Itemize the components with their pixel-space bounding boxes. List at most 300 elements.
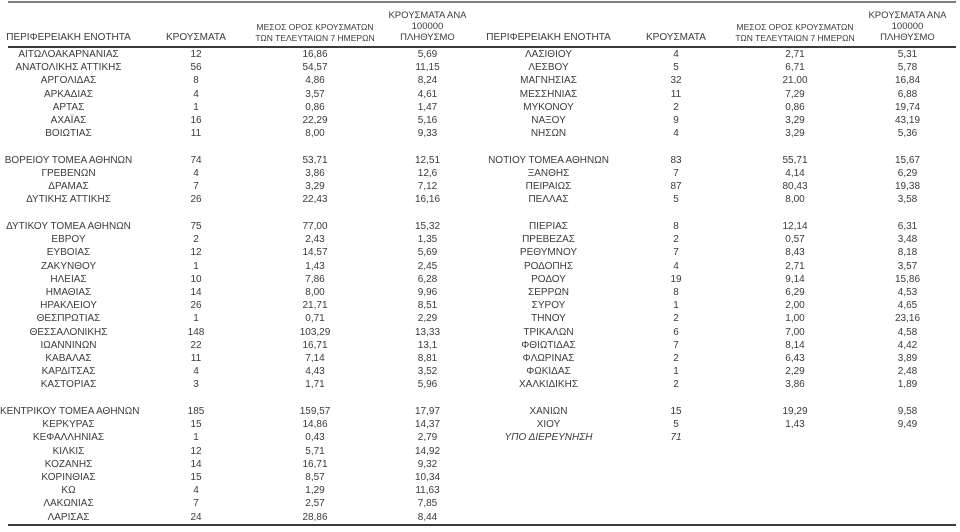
avg7-cell: 2,71 (785, 49, 805, 60)
region-cell: ΤΗΝΟΥ (531, 313, 566, 325)
table-row (480, 273, 960, 286)
per100k-cell: 6,88 (897, 88, 918, 100)
cases-cell: 148 (187, 326, 205, 338)
cases-cell: 1 (193, 101, 199, 113)
header-per100k (375, 10, 480, 45)
per100k-cell: 9,58 (897, 405, 918, 417)
table-row (0, 352, 480, 365)
per100k-cell: 8,81 (417, 353, 438, 365)
header-cases (617, 32, 735, 45)
region-cell: ΖΑΚΥΝΘΟΥ (40, 260, 97, 272)
per100k-cell: 2,48 (897, 366, 918, 378)
per100k-cell: 14,37 (414, 419, 441, 431)
table-row (0, 114, 480, 127)
per100k-cell (855, 431, 960, 444)
avg7-cell: 159,57 (299, 405, 331, 417)
avg7-cell: 22,43 (302, 194, 328, 206)
per100k-cell: 7,85 (417, 498, 438, 510)
avg7-cell: 4,14 (785, 167, 805, 179)
table-row (480, 114, 960, 127)
avg7-cell: 3,57 (305, 88, 325, 100)
table-row (0, 127, 480, 140)
avg7-cell: 3,86 (305, 167, 325, 179)
per100k-cell: 2,79 (417, 432, 438, 444)
avg7-cell: 8,00 (305, 286, 325, 298)
region-cell: ΗΜΑΘΙΑΣ (45, 286, 92, 298)
avg7-cell: 7,14 (305, 353, 325, 365)
region-cell: ΗΡΑΚΛΕΙΟΥ (40, 300, 97, 312)
table-row (0, 88, 480, 101)
per100k-cell: 12,6 (417, 167, 438, 179)
cases-cell: 5 (673, 62, 679, 74)
table-row (0, 431, 480, 444)
bottom-rule (8, 524, 956, 526)
avg7-cell: 8,14 (785, 339, 805, 351)
table-spacer-row (0, 207, 480, 220)
region-cell: ΚΕΡΚΥΡΑΣ (42, 419, 95, 431)
cases-cell: 6 (673, 326, 679, 338)
cases-cell: 5 (673, 419, 679, 431)
table-row (0, 220, 480, 233)
table-row (0, 405, 480, 418)
avg7-cell: 7,86 (305, 273, 325, 285)
table-row (480, 88, 960, 101)
cases-cell: 2 (673, 353, 679, 365)
per100k-cell: 43,19 (894, 115, 921, 127)
table-body-right (480, 48, 960, 445)
cases-cell: 7 (673, 247, 679, 259)
avg7-cell: 2,71 (785, 260, 805, 272)
per100k-cell: 11,63 (415, 485, 440, 497)
avg7-cell: 5,71 (305, 445, 325, 457)
header-per100k-line1: ΚΡΟΥΣΜΑΤΑ ΑΝΑ 100000 (868, 10, 947, 32)
table-row (0, 365, 480, 378)
header-avg7 (735, 22, 855, 45)
table-row (0, 497, 480, 510)
table-row (480, 431, 960, 444)
region-cell: ΡΟΔΟΥ (531, 273, 566, 285)
table-header-row (0, 10, 480, 45)
table-row (480, 339, 960, 352)
cases-cell: 71 (670, 432, 682, 444)
cases-cell: 2 (673, 379, 679, 391)
region-cell: ΜΑΓΝΗΣΙΑΣ (520, 75, 577, 87)
per100k-cell: 23,16 (894, 313, 921, 325)
avg7-cell: 54,57 (302, 62, 328, 74)
avg7-cell: 3,29 (305, 181, 325, 193)
table-row (480, 220, 960, 233)
per100k-cell: 11,15 (415, 62, 440, 74)
table-row (0, 273, 480, 286)
avg7-cell: 4,43 (305, 366, 325, 378)
per100k-cell: 10,34 (414, 472, 441, 483)
header-cases (137, 32, 255, 45)
avg7-cell: 2,57 (305, 498, 325, 510)
region-cell: ΚΟΖΑΝΗΣ (44, 458, 93, 470)
per100k-cell: 7,12 (417, 181, 438, 193)
per100k-cell: 5,78 (897, 62, 918, 74)
avg7-cell: 0,57 (785, 234, 805, 246)
avg7-cell: 14,86 (302, 419, 328, 431)
table-row (480, 233, 960, 246)
header-avg7-line1: ΜΕΣΟΣ ΟΡΟΣ ΚΡΟΥΣΜΑΤΩΝ (736, 22, 854, 32)
avg7-cell: 53,71 (302, 154, 328, 166)
region-cell: ΘΕΣΠΡΩΤΙΑΣ (36, 313, 101, 325)
avg7-cell: 21,00 (782, 75, 808, 87)
region-cell: ΑΝΑΤΟΛΙΚΗΣ ΑΤΤΙΚΗΣ (15, 62, 122, 74)
per100k-cell: 3,52 (417, 366, 438, 378)
table-row (480, 405, 960, 418)
cases-cell: 14 (190, 286, 202, 298)
region-cell: ΛΑΣΙΘΙΟΥ (525, 49, 572, 60)
region-cell: ΧΑΛΚΙΔΙΚΗΣ (519, 379, 578, 391)
table-row (480, 299, 960, 312)
avg7-cell: 1,43 (785, 419, 805, 431)
cases-cell: 11 (190, 353, 202, 365)
table-row (480, 326, 960, 339)
cases-cell: 75 (190, 220, 202, 232)
region-cell: ΑΧΑΪΑΣ (50, 115, 87, 127)
avg7-cell: 2,29 (785, 366, 805, 378)
avg7-cell: 1,71 (305, 379, 325, 391)
region-cell: ΚΟΡΙΝΘΙΑΣ (41, 472, 96, 483)
per100k-cell: 5,96 (417, 379, 438, 391)
avg7-cell: 6,43 (785, 353, 805, 365)
region-cell: ΝΑΞΟΥ (531, 115, 566, 127)
region-cell: ΚΩ (61, 485, 76, 497)
cases-cell: 4 (193, 366, 199, 378)
avg7-cell: 8,00 (785, 194, 805, 206)
cases-cell: 4 (673, 260, 679, 272)
region-cell: ΠΕΛΛΑΣ (528, 194, 569, 206)
table-row (0, 326, 480, 339)
table-row (0, 167, 480, 180)
region-cell: ΙΩΑΝΝΙΝΩΝ (40, 339, 97, 351)
avg7-cell: 16,86 (302, 49, 328, 60)
table-row (480, 193, 960, 206)
per100k-cell: 3,89 (897, 353, 918, 365)
avg7-cell: 4,86 (305, 75, 325, 87)
avg7-cell: 8,00 (305, 128, 325, 140)
per100k-cell: 4,42 (897, 339, 918, 351)
cases-cell: 7 (673, 167, 679, 179)
cases-cell: 4 (673, 49, 679, 60)
cases-cell: 12 (190, 445, 202, 457)
per100k-cell: 1,47 (417, 101, 438, 113)
per100k-cell: 8,24 (417, 75, 438, 87)
avg7-cell: 3,86 (785, 379, 805, 391)
table-row (480, 352, 960, 365)
region-cell: ΔΡΑΜΑΣ (48, 181, 89, 193)
table-row (480, 286, 960, 299)
table-row (480, 167, 960, 180)
table-row (480, 246, 960, 259)
avg7-cell: 7,00 (785, 326, 805, 338)
region-cell: ΛΑΡΙΣΑΣ (47, 511, 90, 523)
per100k-cell: 3,48 (897, 234, 918, 246)
cases-cell: 4 (193, 167, 199, 179)
region-cell: ΝΗΣΩΝ (530, 128, 567, 140)
avg7-cell: 103,29 (299, 326, 331, 338)
region-cell: ΑΙΤΩΛΟΑΚΑΡΝΑΝΙΑΣ (18, 49, 119, 60)
per100k-cell: 3,57 (897, 260, 918, 272)
table-row (480, 378, 960, 391)
per100k-cell: 9,96 (417, 286, 438, 298)
per100k-cell: 6,31 (897, 220, 918, 232)
avg7-cell: 2,00 (785, 300, 805, 312)
table-spacer-row (480, 207, 960, 220)
cases-cell: 1 (673, 300, 679, 312)
per100k-cell: 17,97 (414, 405, 441, 417)
region-cell: ΜΕΣΣΗΝΙΑΣ (519, 88, 578, 100)
cases-cell: 1 (193, 260, 199, 272)
region-cell: ΡΕΘΥΜΝΟΥ (519, 247, 578, 259)
per100k-cell: 1,89 (897, 379, 918, 391)
region-cell: ΑΡΓΟΛΙΔΑΣ (40, 75, 97, 87)
avg7-cell: 55,71 (782, 154, 808, 166)
cases-cell: 9 (673, 115, 679, 127)
avg7-cell: 9,14 (785, 273, 805, 285)
avg7-cell: 0,86 (785, 101, 805, 113)
cases-cell: 1 (193, 432, 199, 444)
table-row (0, 458, 480, 471)
cases-cell: 83 (670, 154, 682, 166)
avg7-cell: 0,86 (305, 101, 325, 113)
table-row (480, 127, 960, 140)
table-row (0, 418, 480, 431)
cases-cell: 8 (193, 75, 199, 87)
table-row (0, 471, 480, 484)
table-row (0, 61, 480, 74)
cases-cell: 12 (190, 247, 202, 259)
table-row (0, 193, 480, 206)
avg7-cell: 6,71 (785, 62, 805, 74)
region-cell: ΚΙΛΚΙΣ (52, 445, 85, 457)
avg7-cell: 1,29 (305, 485, 325, 497)
region-cell: ΦΩΚΙΔΑΣ (526, 366, 571, 378)
table-row (0, 101, 480, 114)
avg7-cell: 0,43 (305, 432, 325, 444)
table-row (0, 74, 480, 87)
table-row (0, 312, 480, 325)
per100k-cell: 13,1 (417, 339, 438, 351)
avg7-cell: 22,29 (302, 115, 328, 127)
table-row (480, 154, 960, 167)
cases-cell: 1 (193, 313, 199, 325)
per100k-cell: 6,28 (417, 273, 438, 285)
per100k-cell: 8,44 (417, 511, 438, 523)
cases-cell: 2 (673, 313, 679, 325)
cases-cell: 4 (673, 128, 679, 140)
avg7-cell: 8,43 (785, 247, 805, 259)
per100k-cell: 19,38 (894, 181, 921, 193)
per100k-cell: 5,16 (417, 115, 438, 127)
per100k-cell: 15,67 (894, 154, 921, 166)
table-row (0, 286, 480, 299)
header-avg7-line2: ΤΩΝ ΤΕΛΕΥΤΑΙΩΝ 7 ΗΜΕΡΩΝ (735, 32, 855, 43)
cases-cell: 2 (673, 101, 679, 113)
per100k-cell: 5,31 (897, 49, 918, 60)
region-cell: ΣΥΡΟΥ (531, 300, 566, 312)
cases-cell: 87 (670, 181, 682, 193)
per100k-cell: 14,92 (414, 445, 441, 457)
table-row (480, 418, 960, 431)
per100k-cell: 9,49 (897, 419, 918, 431)
header-avg7 (255, 22, 375, 45)
region-cell: ΣΕΡΡΩΝ (528, 286, 569, 298)
per100k-cell: 12,51 (414, 154, 441, 166)
header-region (480, 32, 617, 45)
region-cell: ΚΑΒΑΛΑΣ (45, 353, 92, 365)
cases-cell: 24 (190, 511, 202, 523)
cases-cell: 22 (190, 339, 202, 351)
table-row (0, 260, 480, 273)
table-spacer-row (0, 392, 480, 405)
per100k-cell: 9,33 (417, 128, 438, 140)
avg7-cell: 7,29 (785, 88, 805, 100)
table-row (0, 180, 480, 193)
avg7-cell: 0,71 (305, 313, 325, 325)
header-region-label: ΠΕΡΙΦΕΡΕΙΑΚΗ ΕΝΟΤΗΤΑ (6, 32, 131, 43)
per100k-cell: 5,69 (417, 247, 438, 259)
header-cases-label: ΚΡΟΥΣΜΑΤΑ (646, 32, 706, 43)
cases-cell: 26 (190, 300, 202, 312)
per100k-cell: 4,58 (897, 326, 918, 338)
table-row (0, 246, 480, 259)
region-cell: ΕΒΡΟΥ (51, 234, 86, 246)
table-spacer-row (0, 141, 480, 154)
table-row (480, 260, 960, 273)
per100k-cell: 9,32 (417, 458, 438, 470)
region-cell: ΡΟΔΟΠΗΣ (523, 260, 574, 272)
per100k-cell: 13,33 (414, 326, 441, 338)
per100k-cell: 4,53 (897, 286, 918, 298)
per100k-cell: 2,45 (417, 260, 438, 272)
region-cell: ΑΡΤΑΣ (52, 101, 85, 113)
per100k-cell: 4,61 (417, 88, 438, 100)
region-cell: ΔΥΤΙΚΗΣ ΑΤΤΙΚΗΣ (26, 194, 111, 206)
table-header-row (480, 10, 960, 45)
region-cell: ΒΟΡΕΙΟΥ ΤΟΜΕΑ ΑΘΗΝΩΝ (4, 154, 133, 166)
table-row (0, 511, 480, 524)
per100k-cell: 8,18 (897, 247, 918, 259)
cases-cell: 74 (190, 154, 202, 166)
table-row (0, 233, 480, 246)
table-row (480, 101, 960, 114)
header-avg7-line2: ΤΩΝ ΤΕΛΕΥΤΑΙΩΝ 7 ΗΜΕΡΩΝ (255, 32, 375, 43)
region-cell: ΕΥΒΟΙΑΣ (46, 247, 91, 259)
region-cell: ΞΑΝΘΗΣ (527, 167, 570, 179)
table-row (480, 48, 960, 61)
per100k-cell: 4,65 (897, 300, 918, 312)
region-cell: ΝΟΤΙΟΥ ΤΟΜΕΑ ΑΘΗΝΩΝ (488, 154, 609, 166)
per100k-cell: 15,86 (894, 273, 921, 285)
region-cell: ΒΟΙΩΤΙΑΣ (45, 128, 92, 140)
avg7-cell: 16,71 (302, 458, 328, 470)
per100k-cell: 19,74 (894, 101, 921, 113)
region-cell: ΚΕΝΤΡΙΚΟΥ ΤΟΜΕΑ ΑΘΗΝΩΝ (0, 405, 140, 417)
avg7-cell: 3,29 (785, 128, 805, 140)
cases-cell: 56 (190, 62, 202, 74)
region-cell: ΚΕΦΑΛΛΗΝΙΑΣ (32, 432, 105, 444)
region-cell: ΜΥΚΟΝΟΥ (523, 101, 574, 113)
avg7-cell: 12,14 (782, 220, 808, 232)
region-cell: ΤΡΙΚΑΛΩΝ (523, 326, 574, 338)
per100k-cell: 16,84 (894, 75, 921, 87)
per100k-cell: 8,51 (417, 300, 438, 312)
cases-cell: 26 (190, 194, 202, 206)
table-row (480, 74, 960, 87)
cases-cell: 8 (673, 220, 679, 232)
avg7-cell: 6,29 (785, 286, 805, 298)
region-cell: ΠΕΙΡΑΙΩΣ (525, 181, 572, 193)
per100k-cell: 6,29 (897, 167, 918, 179)
table-row (0, 154, 480, 167)
avg7-cell: 19,29 (782, 405, 808, 417)
table-row (0, 378, 480, 391)
region-cell: ΗΛΕΙΑΣ (50, 273, 87, 285)
avg7-cell: 80,43 (782, 181, 808, 193)
avg7-cell (735, 431, 855, 444)
region-cell: ΘΕΣΣΑΛΟΝΙΚΗΣ (29, 326, 108, 338)
cases-cell: 10 (190, 273, 202, 285)
cases-cell: 11 (190, 128, 202, 140)
per100k-cell: 1,35 (417, 234, 438, 246)
per100k-cell: 3,58 (897, 194, 918, 206)
table-row (0, 445, 480, 458)
table-row (480, 180, 960, 193)
table-row (480, 365, 960, 378)
avg7-cell: 1,43 (305, 260, 325, 272)
region-cell: ΛΕΣΒΟΥ (528, 62, 569, 74)
cases-cell: 15 (190, 419, 202, 431)
region-cell: ΑΡΚΑΔΙΑΣ (44, 88, 93, 100)
table-row (0, 339, 480, 352)
table-spacer-row (480, 392, 960, 405)
region-cell: ΔΥΤΙΚΟΥ ΤΟΜΕΑ ΑΘΗΝΩΝ (6, 220, 131, 232)
cases-cell: 11 (670, 88, 682, 100)
cases-cell: 7 (673, 339, 679, 351)
region-cell: ΚΑΡΔΙΤΣΑΣ (41, 366, 96, 378)
cases-cell: 12 (190, 49, 202, 60)
cases-cell: 7 (193, 181, 199, 193)
avg7-cell: 14,57 (302, 247, 328, 259)
avg7-cell: 28,86 (302, 511, 328, 523)
table-row (480, 61, 960, 74)
table-row (480, 312, 960, 325)
per100k-cell: 5,69 (417, 49, 438, 60)
header-per100k-line2: ΠΛΗΘΥΣΜΟ (400, 32, 455, 43)
table-row (0, 48, 480, 61)
cases-cell: 19 (670, 273, 682, 285)
per100k-cell: 5,36 (897, 128, 918, 140)
table-row (0, 484, 480, 497)
table-spacer-row (480, 141, 960, 154)
region-cell: ΓΡΕΒΕΝΩΝ (41, 167, 96, 179)
table-row (0, 299, 480, 312)
avg7-cell: 1,00 (785, 313, 805, 325)
avg7-cell: 21,71 (302, 300, 328, 312)
region-cell: ΛΑΚΩΝΙΑΣ (43, 498, 94, 510)
cases-cell: 8 (673, 286, 679, 298)
cases-cell: 32 (670, 75, 682, 87)
region-cell: ΚΑΣΤΟΡΙΑΣ (40, 379, 97, 391)
avg7-cell: 8,57 (305, 472, 325, 483)
avg7-cell: 2,43 (305, 234, 325, 246)
cases-cell: 2 (193, 234, 199, 246)
avg7-cell: 3,29 (785, 115, 805, 127)
region-cell: ΦΘΙΩΤΙΔΑΣ (521, 339, 576, 351)
